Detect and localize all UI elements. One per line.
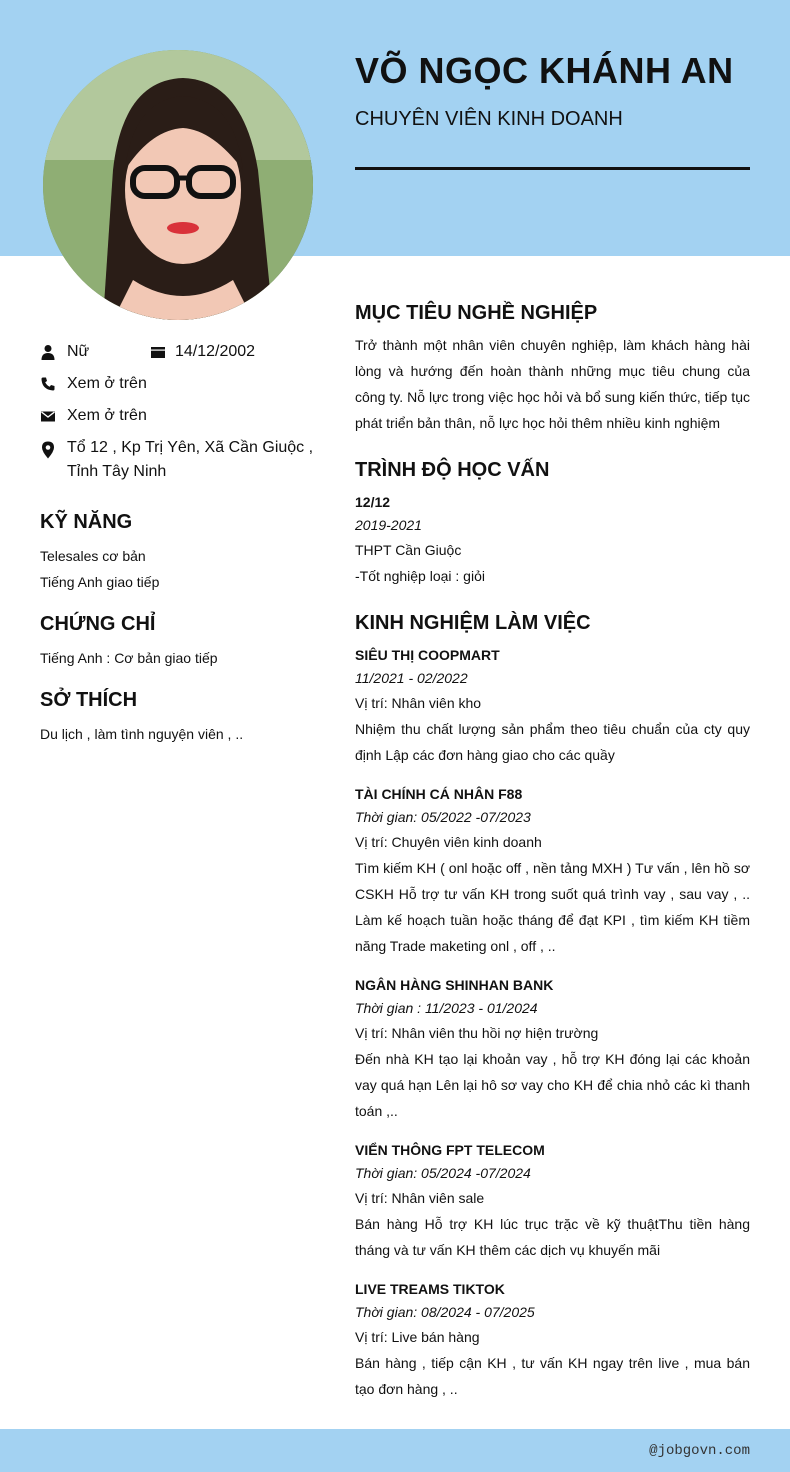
address-line-2: Tỉnh Tây Ninh [67, 463, 167, 480]
footer-brand-link[interactable]: @jobgovn.com [649, 1443, 750, 1459]
certificate-item: Tiếng Anh : Cơ bản giao tiếp [40, 650, 218, 666]
experience-heading: KINH NGHIỆM LÀM VIỆC [355, 612, 591, 634]
location-pin-icon [40, 441, 56, 459]
person-icon [40, 344, 56, 360]
footer-band [0, 1429, 790, 1472]
education-school: THPT Cần Giuộc [355, 542, 462, 558]
certificates-heading: CHỨNG CHỈ [40, 613, 156, 635]
job-position: Vị trí: Nhân viên thu hồi nợ hiện trường [355, 1025, 599, 1041]
job-company: VIỂN THÔNG FPT TELECOM [355, 1142, 545, 1158]
job-description: Bán hàng , tiếp cận KH , tư vấn KH ngay trên live , mua bán tạo đơn hàng , .. [355, 1355, 750, 1397]
job-position: Vị trí: Chuyên viên kinh doanh [355, 834, 542, 850]
objective-text: Trở thành một nhân viên chuyên nghiệp, làm khách hàng hài lòng và hướng đến hoàn thành những mục tiêu chung của công ty. Nỗ lực trong việc học hỏi và bổ sung kiến thức, tiếp tục phát triển bản thân, nỗ lực học hỏi thêm nhiều kinh nghiệm [355, 337, 750, 431]
job-position: Vị trí: Nhân viên kho [355, 695, 482, 711]
job-period: Thời gian: 05/2024 -07/2024 [355, 1165, 531, 1181]
job-title: CHUYÊN VIÊN KINH DOANH [355, 108, 623, 130]
phone-icon [40, 376, 56, 392]
skill-item: Tiếng Anh giao tiếp [40, 574, 160, 590]
candidate-name: VÕ NGỌC KHÁNH AN [355, 50, 734, 91]
job-description: Đến nhà KH tạo lại khoản vay , hỗ trợ KH đóng lại các khoản vay quá hạn Lên lại hô sơ vay cho KH để chia nhỏ các kì thanh toán ,.. [355, 1051, 750, 1119]
mail-icon [40, 408, 56, 424]
skill-item: Telesales cơ bản [40, 548, 146, 564]
email-row [40, 404, 300, 428]
job-period: Thời gian: 05/2022 -07/2023 [355, 809, 531, 825]
address-line-1: Tổ 12 , Kp Trị Yên, Xã Cần Giuộc , [67, 439, 314, 456]
gender-row [40, 340, 150, 364]
profile-photo [43, 50, 313, 320]
job-company: SIÊU THỊ COOPMART [355, 647, 500, 663]
gender-value: Nữ [67, 343, 90, 360]
job-company: TÀI CHÍNH CÁ NHÂN F88 [355, 786, 523, 802]
calendar-icon [150, 344, 166, 360]
job-company: LIVE TREAMS TIKTOK [355, 1281, 505, 1297]
address-row [40, 436, 330, 484]
job-company: NGÂN HÀNG SHINHAN BANK [355, 977, 554, 993]
skills-heading: KỸ NĂNG [40, 511, 133, 533]
objective-heading: MỤC TIÊU NGHỀ NGHIỆP [355, 302, 598, 324]
title-divider [355, 167, 750, 170]
job-description: Tìm kiếm KH ( onl hoặc off , nền tảng MXH ) Tư vấn , lên hồ sơ CSKH Hỗ trợ tư vấn KH trong suốt quá trình vay , sau vay , .. Làm kế hoạch tuần hoặc tháng để đạt KPI , tìm kiếm KH tiềm năng Trade maketing onl , off , .. [355, 860, 750, 954]
phone-row [40, 372, 300, 396]
education-heading: TRÌNH ĐỘ HỌC VẤN [355, 459, 550, 481]
job-description: Nhiệm thu chất lượng sản phẩm theo tiêu chuẩn của cty quy định Lập các đơn hàng giao cho các quầy [355, 721, 750, 763]
birthdate-value: 14/12/2002 [175, 343, 256, 360]
email-value: Xem ở trên [67, 407, 147, 424]
hobbies-heading: SỞ THÍCH [40, 689, 138, 711]
phone-value: Xem ở trên [67, 375, 147, 392]
hobby-item: Du lịch , làm tình nguyện viên , .. [40, 726, 244, 742]
job-position: Vị trí: Live bán hàng [355, 1329, 480, 1345]
job-position: Vị trí: Nhân viên sale [355, 1190, 485, 1206]
job-description: Bán hàng Hỗ trợ KH lúc trục trặc về kỹ thuậtThu tiền hàng tháng và tư vấn KH thêm các dịch vụ khuyến mãi [355, 1216, 750, 1258]
education-period: 2019-2021 [355, 517, 422, 533]
education-result: -Tốt nghiệp loại : giỏi [355, 568, 485, 584]
job-period: Thời gian : 11/2023 - 01/2024 [355, 1000, 538, 1016]
education-level: 12/12 [355, 494, 391, 510]
job-period: Thời gian: 08/2024 - 07/2025 [355, 1304, 535, 1320]
birthdate-row [150, 340, 320, 364]
job-period: 11/2021 - 02/2022 [355, 670, 468, 686]
